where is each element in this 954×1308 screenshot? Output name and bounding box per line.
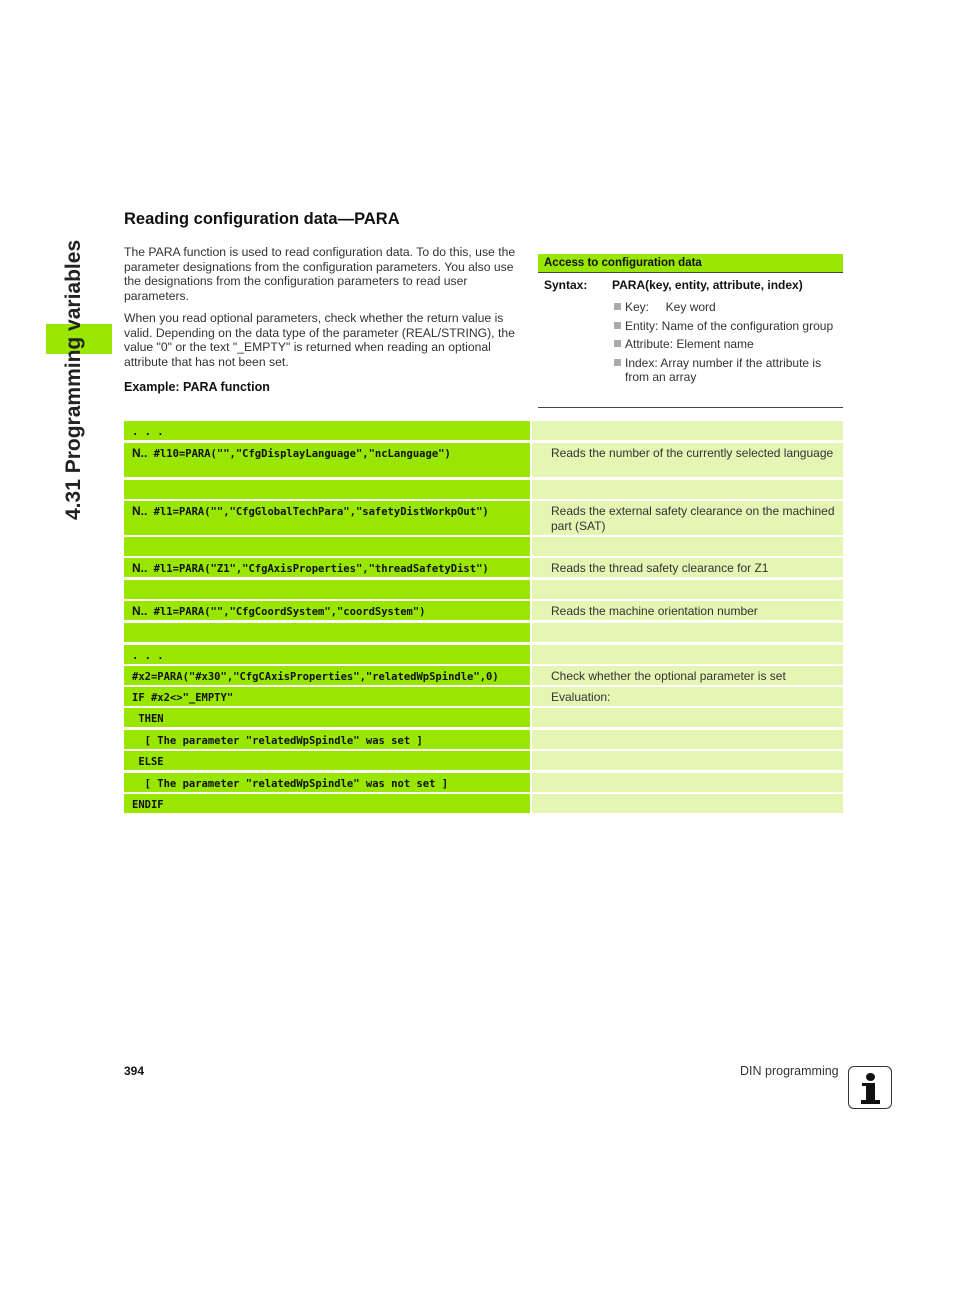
description-cell: Evaluation:	[532, 687, 843, 706]
table-row	[124, 558, 843, 577]
side-title-text: 4.31 Programming variables	[62, 239, 85, 520]
description-cell	[532, 730, 843, 749]
description-cell	[532, 751, 843, 770]
table-row	[124, 443, 843, 477]
table-row	[124, 537, 843, 556]
code-text: IF #x2<>"_EMPTY"	[132, 692, 234, 704]
description-cell: Reads the number of the currently selected language	[532, 443, 843, 477]
code-cell	[124, 501, 530, 535]
code-cell	[124, 751, 530, 770]
block-number-prefix: N..	[132, 504, 148, 518]
param-text: Entity: Name of the configuration group	[625, 318, 834, 333]
example-label: Example: PARA function	[124, 380, 270, 394]
param-list	[614, 300, 839, 389]
code-text: #x2=PARA("#x30","CfgCAxisProperties","relatedWpSpindle",0)	[132, 671, 499, 683]
code-text: ENDIF	[132, 799, 164, 811]
code-text: THEN	[132, 713, 164, 725]
table-row	[124, 623, 843, 642]
info-icon-stem	[866, 1083, 875, 1101]
table-row	[124, 751, 843, 770]
param-text: Attribute: Element name	[625, 337, 754, 351]
code-cell	[124, 480, 530, 499]
info-icon	[848, 1066, 892, 1109]
code-cell	[124, 601, 530, 620]
code-text: [ The parameter "relatedWpSpindle" was not set ]	[132, 778, 449, 790]
syntax-label: Syntax:	[544, 278, 588, 292]
footer-doc-title: DIN programming	[740, 1064, 839, 1078]
description-cell	[532, 623, 843, 642]
param-text: Index: Array number if the attribute is from an array	[625, 355, 822, 384]
code-cell	[124, 443, 530, 477]
table-row	[124, 666, 843, 685]
table-row	[124, 730, 843, 749]
table-row	[124, 501, 843, 535]
param-item	[614, 319, 839, 334]
code-text: . . .	[132, 426, 164, 438]
code-cell	[124, 687, 530, 706]
syntax-value: PARA(key, entity, attribute, index)	[612, 278, 803, 292]
table-row	[124, 421, 843, 440]
table-row	[124, 794, 843, 813]
access-box	[538, 254, 843, 408]
code-text: #l1=PARA("","CfgGlobalTechPara","safetyDistWorkpOut")	[147, 506, 489, 518]
code-cell	[124, 773, 530, 792]
bullet-square-icon	[614, 303, 621, 310]
description-cell: Check whether the optional parameter is set	[532, 666, 843, 685]
description-cell	[532, 537, 843, 556]
code-cell	[124, 558, 530, 577]
side-title	[54, 216, 94, 520]
table-row	[124, 687, 843, 706]
info-icon-dot	[866, 1073, 875, 1081]
info-icon-serif-bottom	[861, 1100, 880, 1104]
code-cell	[124, 537, 530, 556]
code-text: . . .	[132, 650, 164, 662]
code-cell	[124, 580, 530, 599]
description-cell	[532, 794, 843, 813]
intro-paragraph-2: When you read optional parameters, check whether the return value is valid. Depending on the data type of the parameter (REAL/STRING), the value "0" or the text "_EMPTY" is returned when reading an optional attribute that has not been set.	[124, 311, 515, 369]
bullet-square-icon	[614, 359, 621, 366]
code-cell	[124, 421, 530, 440]
code-text: #l1=PARA("","CfgCoordSystem","coordSystem")	[147, 606, 426, 618]
param-text: Key: Key word	[625, 300, 716, 314]
access-header: Access to configuration data	[538, 254, 843, 272]
param-item	[614, 300, 839, 315]
description-cell: Reads the external safety clearance on the machined part (SAT)	[532, 501, 843, 535]
param-item	[614, 356, 839, 385]
code-text: #l1=PARA("Z1","CfgAxisProperties","threadSafetyDist")	[147, 563, 489, 575]
description-cell	[532, 480, 843, 499]
table-row	[124, 601, 843, 620]
code-cell	[124, 645, 530, 664]
code-text: [ The parameter "relatedWpSpindle" was set ]	[132, 735, 423, 747]
table-row	[124, 645, 843, 664]
table-row	[124, 708, 843, 727]
intro-paragraph-1: The PARA function is used to read configuration data. To do this, use the parameter designations from the configuration parameters. You also use the designations from the configuration parameters to read user parameters.	[124, 245, 516, 303]
block-number-prefix: N..	[132, 604, 148, 618]
code-cell	[124, 623, 530, 642]
code-cell	[124, 794, 530, 813]
description-cell	[532, 421, 843, 440]
access-divider	[538, 272, 843, 273]
bullet-square-icon	[614, 322, 621, 329]
description-cell	[532, 773, 843, 792]
section-heading: Reading configuration data—PARA	[124, 210, 400, 228]
bullet-square-icon	[614, 340, 621, 347]
description-cell	[532, 645, 843, 664]
description-cell: Reads the thread safety clearance for Z1	[532, 558, 843, 577]
description-cell: Reads the machine orientation number	[532, 601, 843, 620]
code-cell	[124, 708, 530, 727]
table-row	[124, 580, 843, 599]
code-cell	[124, 730, 530, 749]
code-text: ELSE	[132, 756, 164, 768]
page-number: 394	[124, 1064, 145, 1078]
param-item	[614, 337, 839, 352]
code-text: #l10=PARA("","CfgDisplayLanguage","ncLanguage")	[147, 448, 451, 460]
block-number-prefix: N..	[132, 446, 148, 460]
block-number-prefix: N..	[132, 561, 148, 575]
table-row	[124, 480, 843, 499]
description-cell	[532, 580, 843, 599]
description-cell	[532, 708, 843, 727]
table-row	[124, 773, 843, 792]
code-cell	[124, 666, 530, 685]
